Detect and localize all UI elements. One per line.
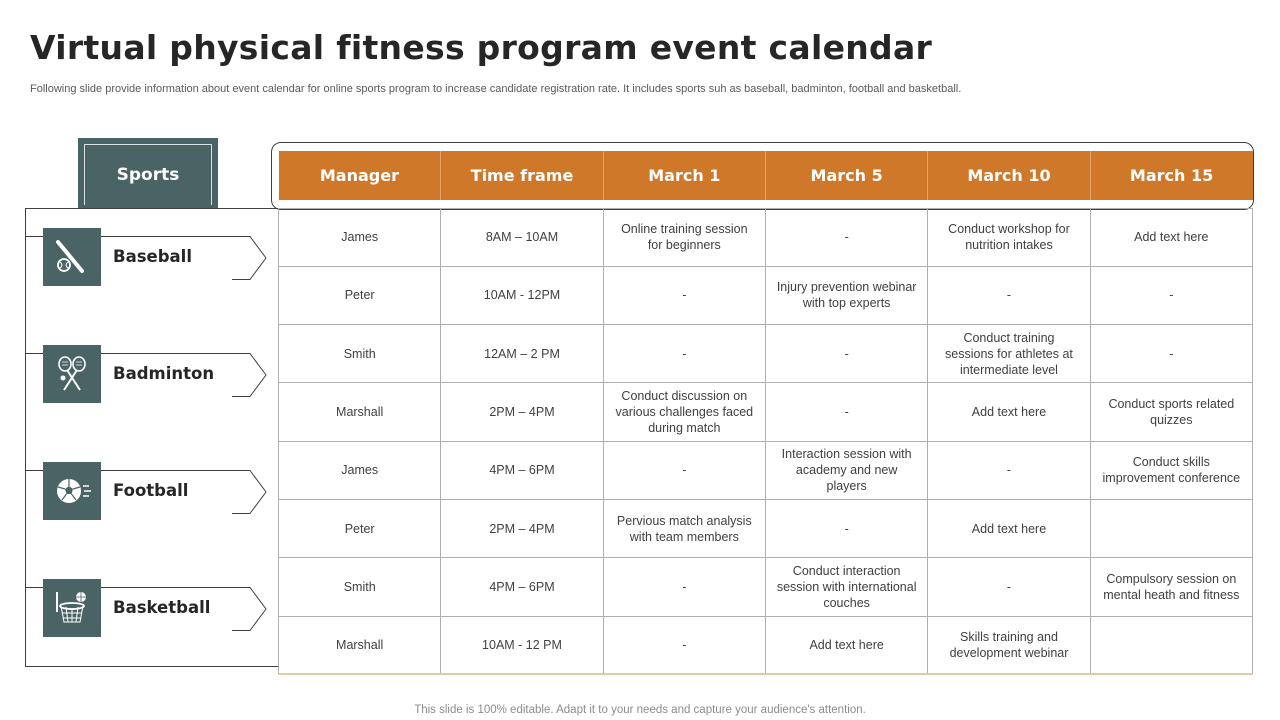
table-cell: Compulsory session on mental heath and fitness: [1090, 558, 1252, 616]
footer-note: This slide is 100% editable. Adapt it to your needs and capture your audience's attention.: [414, 704, 866, 716]
table-cell: -: [603, 325, 765, 383]
table-cell: -: [1090, 325, 1252, 383]
table-cell: Add text here: [928, 383, 1090, 441]
table-cell: 4PM – 6PM: [441, 441, 603, 499]
table-cell: Smith: [279, 325, 441, 383]
table-cell: -: [603, 441, 765, 499]
table-cell: -: [928, 266, 1090, 324]
page-title: Virtual physical fitness program event calendar: [30, 28, 933, 67]
table-row: [279, 499, 1253, 557]
table-cell: 4PM – 6PM: [441, 558, 603, 616]
table-cell: Smith: [279, 558, 441, 616]
table-cell: Online training session for beginners: [603, 208, 765, 266]
table-cell: -: [603, 616, 765, 674]
table-cell: [1090, 499, 1252, 557]
table-cell: 12AM – 2 PM: [441, 325, 603, 383]
table-cell: James: [279, 441, 441, 499]
table-cell: Add text here: [928, 499, 1090, 557]
sport-item-badminton: [25, 345, 270, 405]
sport-label: Basketball: [113, 598, 211, 617]
table-cell: James: [279, 208, 441, 266]
sport-label: Football: [113, 481, 189, 500]
table-cell: -: [765, 208, 927, 266]
header-march-10: March 10: [928, 151, 1090, 200]
sport-label: Badminton: [113, 364, 215, 383]
table-row: [279, 383, 1253, 441]
table-cell: Skills training and development webinar: [928, 616, 1090, 674]
sport-item-baseball: [25, 228, 270, 288]
table-cell: -: [928, 558, 1090, 616]
header-march-15: March 15: [1090, 151, 1252, 200]
table-cell: Marshall: [279, 383, 441, 441]
soccer-ball-icon: [43, 462, 101, 520]
table-cell: -: [765, 499, 927, 557]
table-cell: Conduct workshop for nutrition intakes: [928, 208, 1090, 266]
sport-label: Baseball: [113, 247, 192, 266]
table-cell: 10AM - 12PM: [441, 266, 603, 324]
table-cell: Add text here: [1090, 208, 1252, 266]
table-cell: 10AM - 12 PM: [441, 616, 603, 674]
table-cell: [1090, 616, 1252, 674]
header-march-1: March 1: [603, 151, 765, 200]
table-cell: -: [603, 266, 765, 324]
table-cell: Injury prevention webinar with top experts: [765, 266, 927, 324]
table-cell: 2PM – 4PM: [441, 499, 603, 557]
header-march-5: March 5: [765, 151, 927, 200]
table-cell: Conduct skills improvement conference: [1090, 441, 1252, 499]
table-cell: Peter: [279, 266, 441, 324]
event-calendar-table: [278, 151, 1253, 675]
header-manager: Manager: [279, 151, 441, 200]
sports-header-label: Sports: [84, 144, 212, 205]
table-cell: Conduct training sessions for athletes at intermediate level: [928, 325, 1090, 383]
table-cell: -: [928, 441, 1090, 499]
table-cell: Conduct sports related quizzes: [1090, 383, 1252, 441]
table-cell: Conduct interaction session with international couches: [765, 558, 927, 616]
table-row: [279, 558, 1253, 616]
table-row: [279, 208, 1253, 266]
badminton-rackets-icon: [43, 345, 101, 403]
sport-item-football: [25, 462, 270, 522]
table-cell: Pervious match analysis with team members: [603, 499, 765, 557]
table-cell: Marshall: [279, 616, 441, 674]
table-header-row: [279, 151, 1253, 200]
table-row: [279, 616, 1253, 674]
table-cell: -: [765, 325, 927, 383]
table-cell: 8AM – 10AM: [441, 208, 603, 266]
sport-item-basketball: [25, 579, 270, 639]
table-spacer: [279, 200, 1253, 208]
table-cell: -: [603, 558, 765, 616]
table-row: [279, 441, 1253, 499]
sports-header: [78, 138, 218, 208]
table-cell: Conduct discussion on various challenges faced during match: [603, 383, 765, 441]
table-cell: Add text here: [765, 616, 927, 674]
table-row: [279, 266, 1253, 324]
table-row: [279, 325, 1253, 383]
table-cell: -: [1090, 266, 1252, 324]
table-cell: -: [765, 383, 927, 441]
basketball-hoop-icon: [43, 579, 101, 637]
table-cell: 2PM – 4PM: [441, 383, 603, 441]
baseball-bat-icon: [43, 228, 101, 286]
page-subtitle: Following slide provide information about event calendar for online sports program to increase candidate registration rate. It includes sports suh as baseball, badminton, football and basketball.: [30, 83, 962, 95]
table-cell: Interaction session with academy and new players: [765, 441, 927, 499]
header-time-frame: Time frame: [441, 151, 603, 200]
table-cell: Peter: [279, 499, 441, 557]
